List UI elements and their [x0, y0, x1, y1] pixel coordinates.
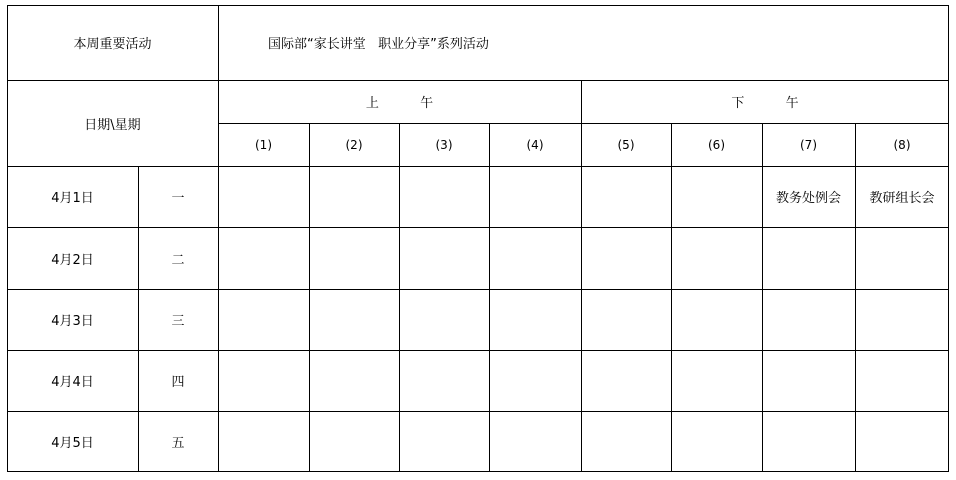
- schedule-cell: [489, 289, 581, 350]
- schedule-cell: [218, 289, 309, 350]
- week-activity-text: 国际部“家长讲堂 职业分享”系列活动: [268, 37, 489, 52]
- grid-line: [7, 350, 949, 351]
- schedule-cell: [855, 411, 949, 472]
- schedule-cell: [581, 411, 671, 472]
- grid-line: [581, 80, 582, 472]
- grid-line: [7, 227, 949, 228]
- period-header: (3): [435, 137, 453, 152]
- row-date: 4月4日: [51, 375, 94, 390]
- schedule-cell: [581, 166, 671, 227]
- afternoon-header: 下 午: [731, 96, 799, 111]
- schedule-cell: [671, 289, 762, 350]
- grid-line: [671, 123, 672, 472]
- row-weekday: 一: [171, 191, 185, 206]
- schedule-cell: [581, 289, 671, 350]
- schedule-cell: [399, 227, 489, 289]
- schedule-cell: [399, 289, 489, 350]
- period-header: (6): [708, 137, 725, 152]
- schedule-cell: [309, 350, 399, 411]
- week-activity-label: 本周重要活动: [73, 37, 152, 52]
- grid-line: [7, 80, 949, 81]
- row-weekday: 二: [171, 252, 185, 268]
- period-header: (7): [800, 137, 817, 152]
- schedule-cell: [399, 166, 489, 227]
- period-header: (5): [617, 137, 635, 152]
- schedule-cell: [489, 166, 581, 227]
- row-date: 4月3日: [51, 314, 94, 329]
- grid-line: [7, 166, 949, 167]
- grid-line: [138, 166, 139, 472]
- schedule-cell: [489, 350, 581, 411]
- schedule-cell: [855, 350, 949, 411]
- grid-line: [218, 5, 219, 472]
- schedule-cell: [855, 227, 949, 289]
- schedule-cell: [762, 227, 855, 289]
- schedule-cell: [762, 350, 855, 411]
- schedule-cell: [309, 227, 399, 289]
- grid-line: [309, 123, 310, 472]
- grid-line: [7, 5, 8, 472]
- morning-header: 上 午: [365, 96, 434, 111]
- grid-line: [7, 411, 949, 412]
- period-header: (4): [526, 137, 544, 152]
- schedule-cell: [581, 350, 671, 411]
- grid-line: [7, 471, 949, 472]
- schedule-cell: [489, 411, 581, 472]
- date-week-header: 日期\星期: [84, 117, 141, 133]
- row-date: 4月1日: [51, 191, 94, 206]
- grid-line: [489, 123, 490, 472]
- grid-line: [762, 123, 763, 472]
- grid-line: [218, 123, 949, 124]
- schedule-cell: [218, 227, 309, 289]
- schedule-cell: [855, 289, 949, 350]
- schedule-cell: [399, 350, 489, 411]
- grid-line: [855, 123, 856, 472]
- schedule-cell: [218, 350, 309, 411]
- schedule-cell: [309, 289, 399, 350]
- period-header: (1): [255, 137, 272, 152]
- schedule-cell: 教研组长会: [869, 191, 935, 206]
- schedule-cell: [671, 227, 762, 289]
- schedule-cell: [489, 227, 581, 289]
- row-weekday: 五: [171, 436, 185, 451]
- grid-line: [7, 5, 949, 6]
- schedule-cell: [671, 350, 762, 411]
- schedule-cell: [309, 166, 399, 227]
- period-header: (8): [893, 137, 911, 152]
- schedule-cell: 教务处例会: [775, 191, 841, 206]
- weekly-schedule-table: [7, 5, 949, 472]
- schedule-cell: [399, 411, 489, 472]
- schedule-cell: [309, 411, 399, 472]
- grid-line: [948, 5, 949, 472]
- schedule-cell: [762, 411, 855, 472]
- schedule-cell: [671, 411, 762, 472]
- schedule-cell: [581, 227, 671, 289]
- row-date: 4月5日: [51, 436, 94, 451]
- grid-line: [399, 123, 400, 472]
- schedule-cell: [762, 289, 855, 350]
- schedule-cell: [218, 166, 309, 227]
- schedule-cell: [218, 411, 309, 472]
- grid-line: [7, 289, 949, 290]
- row-date: 4月2日: [51, 252, 94, 268]
- row-weekday: 四: [171, 375, 185, 390]
- schedule-cell: [671, 166, 762, 227]
- row-weekday: 三: [171, 314, 185, 329]
- period-header: (2): [345, 137, 363, 152]
